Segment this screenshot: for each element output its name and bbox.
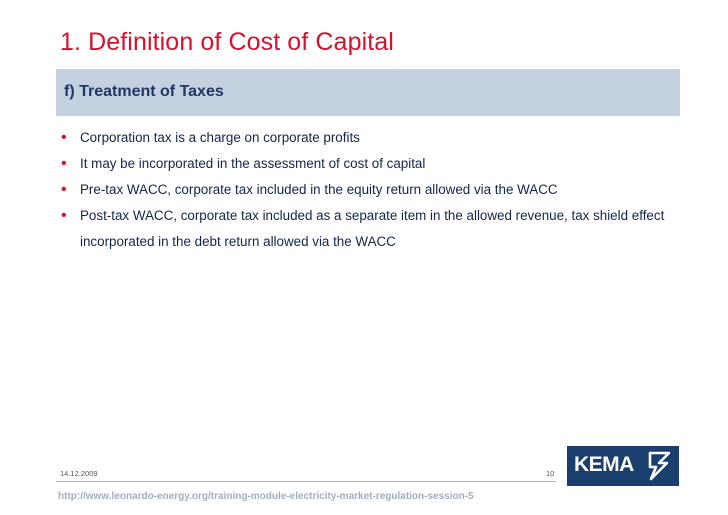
kema-lightning-icon (647, 451, 673, 481)
bullet-item (56, 151, 666, 177)
footer-divider (56, 481, 556, 482)
kema-logo (567, 446, 679, 486)
bullet-dot-icon: • (61, 129, 67, 146)
slide-title: 1. Definition of Cost of Capital (60, 28, 394, 56)
bullet-text: It may be incorporated in the assessment of cost of capital (80, 156, 426, 171)
bullet-text: Corporation tax is a charge on corporate profits (80, 130, 360, 145)
bullet-dot-icon: • (61, 181, 67, 198)
bullet-text: Pre-tax WACC, corporate tax included in the equity return allowed via the WACC (80, 182, 558, 197)
bullet-dot-icon: • (61, 155, 67, 172)
bullet-item (56, 177, 666, 203)
subtitle-bar (56, 69, 680, 116)
footer-date: 14.12.2009 (60, 469, 98, 478)
bullet-item (56, 203, 666, 255)
bullet-item (56, 125, 666, 151)
slide-subtitle: f) Treatment of Taxes (64, 83, 224, 100)
page-number: 10 (546, 469, 555, 478)
bullet-text: Post-tax WACC, corporate tax included as a separate item in the allowed revenue, tax shield effect incorporated in the debt return allowed via the WACC (80, 208, 665, 249)
bullet-list (56, 125, 666, 255)
logo-text: KEMA (574, 453, 634, 476)
footer-url-link[interactable]: http://www.leonardo-energy.org/training-module-electricity-market-regulation-session-5 (58, 491, 474, 502)
bullet-dot-icon: • (61, 207, 67, 224)
